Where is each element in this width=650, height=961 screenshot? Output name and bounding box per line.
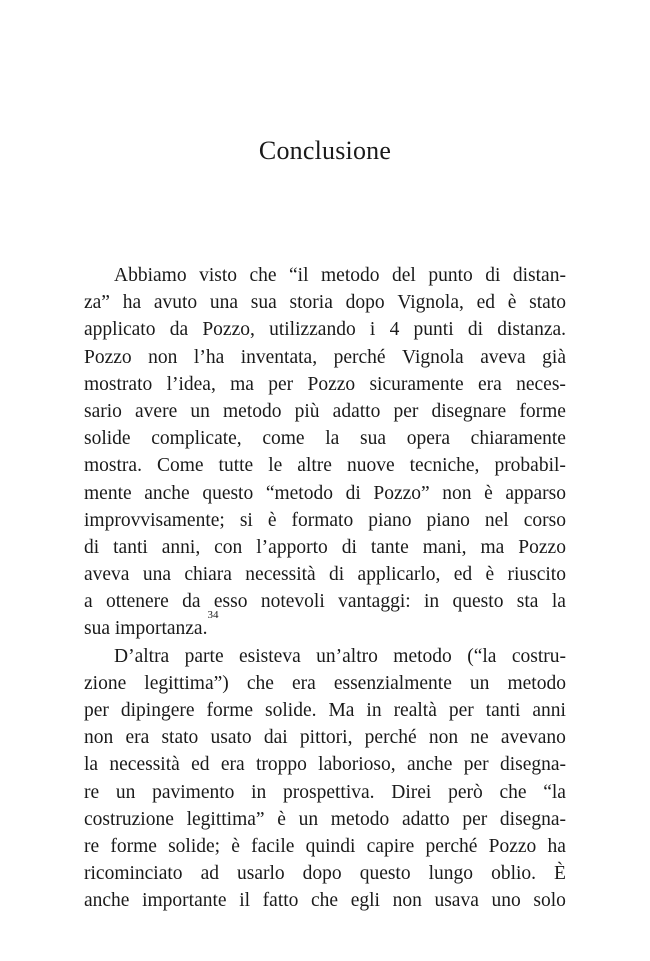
paragraph-2: [84, 643, 566, 915]
word: laborioso,: [318, 754, 396, 776]
word: perché: [333, 346, 386, 368]
word: re: [84, 781, 100, 803]
word: era: [478, 373, 502, 395]
word: Pozzo: [307, 373, 356, 395]
word: distanza.: [497, 319, 566, 341]
word: dipingere: [120, 700, 195, 721]
word: forme: [110, 835, 157, 857]
word: ed: [191, 754, 210, 776]
text-line: [84, 588, 566, 615]
word: forme: [519, 400, 566, 422]
word: i: [369, 319, 376, 341]
word: dopo: [345, 292, 385, 314]
word: metodo: [321, 265, 380, 286]
word: le: [268, 455, 283, 477]
word: avuto: [153, 292, 198, 314]
word: per: [393, 400, 419, 422]
word: altre: [297, 455, 332, 477]
word: solide.: [265, 700, 317, 721]
word: anni: [532, 700, 566, 721]
word: solo: [533, 890, 566, 912]
word: ma: [480, 536, 505, 558]
word: inventata,: [240, 346, 318, 368]
word: facile: [251, 835, 295, 857]
word: metodo: [393, 645, 452, 667]
word: Pozzo,: [202, 319, 255, 341]
word: opera: [406, 428, 450, 450]
word: sario: [84, 400, 122, 422]
word: come: [262, 428, 305, 450]
word: l’ha: [193, 346, 225, 368]
word: un: [469, 672, 490, 694]
word: ricominciato: [84, 863, 183, 885]
word: tante: [370, 536, 409, 558]
word: legittima”: [186, 808, 265, 830]
word: D’altra: [114, 645, 170, 667]
word: corso: [523, 509, 566, 531]
word: za”: [84, 292, 110, 314]
word: anni,: [161, 536, 201, 558]
word: Come: [156, 455, 204, 477]
word: disegna-: [499, 808, 566, 830]
word: pittori,: [299, 727, 353, 749]
text-line: [84, 833, 566, 860]
text-line-content: sua importanza.: [84, 618, 208, 640]
word: vantaggi:: [338, 591, 411, 613]
word: perché: [425, 835, 478, 857]
word: un: [298, 808, 319, 830]
text-line: [84, 779, 566, 806]
paragraph-1: [84, 262, 566, 643]
word: importante: [142, 890, 227, 912]
word: per: [84, 700, 109, 721]
text-line: [84, 262, 566, 289]
word: punti: [413, 319, 454, 341]
word: chiara: [184, 564, 232, 586]
word: costruzione: [84, 808, 174, 830]
word: Pozzo: [488, 835, 537, 857]
word: la: [325, 428, 340, 450]
word: uno: [491, 890, 521, 912]
word: È: [554, 863, 566, 885]
word: il: [239, 890, 251, 912]
text-line: [84, 860, 566, 887]
word: sua: [250, 292, 277, 314]
text-line: [84, 534, 566, 561]
word: era: [220, 754, 245, 776]
word: un’altro: [316, 645, 378, 667]
word: usarlo: [237, 863, 285, 885]
text-line: [84, 289, 566, 316]
word: ne: [470, 727, 489, 749]
word: non: [442, 482, 472, 504]
word: chiaramente: [470, 428, 566, 450]
word: mostra.: [84, 455, 142, 477]
text-line: [84, 316, 566, 343]
word: storia: [289, 292, 333, 314]
word: Abbiamo: [114, 265, 187, 286]
word: fatto: [262, 890, 299, 912]
word: capire: [366, 835, 415, 857]
word: “la: [543, 781, 566, 803]
word: Pozzo: [518, 536, 566, 558]
word: da: [182, 591, 201, 613]
word: egli: [350, 890, 380, 912]
text-line: [84, 887, 566, 914]
word: stato: [529, 292, 566, 314]
word: necessità: [109, 754, 180, 776]
word: forme: [206, 700, 254, 721]
word: avevano: [500, 727, 566, 749]
word: disegnare: [431, 400, 507, 422]
word: oblio.: [491, 863, 537, 885]
word: essenzialmente: [333, 672, 452, 694]
word: quindi: [305, 835, 356, 857]
word: una: [142, 564, 171, 586]
word: adatto: [401, 808, 450, 830]
word: usava: [434, 890, 479, 912]
word: questo: [359, 863, 411, 885]
text-line: [84, 751, 566, 778]
word: però: [448, 781, 483, 803]
word: si: [239, 509, 253, 531]
text-line: [84, 724, 566, 751]
word: anche: [406, 754, 453, 776]
word: Direi: [391, 781, 432, 803]
word: notevoli: [260, 591, 325, 613]
word: un: [190, 400, 210, 422]
word: per: [462, 808, 488, 830]
word: solide: [84, 428, 131, 450]
word: utilizzando: [269, 319, 356, 341]
text-line: [84, 806, 566, 833]
word: già: [542, 346, 566, 368]
word: metodo: [330, 808, 390, 830]
word: da: [169, 319, 189, 341]
word: nuove: [346, 455, 395, 477]
word: solide;: [168, 835, 221, 857]
word: aveva: [84, 564, 130, 586]
word: apparso: [505, 482, 566, 504]
word: perché: [364, 727, 417, 749]
word: piano: [368, 509, 412, 531]
word: questo: [452, 591, 504, 613]
word: stato: [161, 727, 199, 749]
word: troppo: [255, 754, 307, 776]
text-line: [84, 697, 566, 724]
word: in: [424, 591, 440, 613]
word: non: [84, 727, 114, 749]
word: Pozzo: [84, 346, 132, 368]
word: nel: [484, 509, 509, 531]
text-line: [84, 609, 566, 642]
word: visto: [199, 265, 237, 286]
word: l’apporto: [256, 536, 328, 558]
word: che: [311, 890, 339, 912]
word: probabil-: [494, 455, 566, 477]
body-text: [84, 262, 566, 915]
word: più: [294, 400, 320, 422]
word: tanti: [485, 700, 521, 721]
word: di: [485, 265, 501, 286]
word: a: [84, 591, 93, 613]
text-line: [84, 452, 566, 479]
word: disegna-: [499, 754, 566, 776]
word: ad: [200, 863, 219, 885]
word: mani,: [422, 536, 467, 558]
word: sta: [516, 591, 539, 613]
word: applicato: [84, 319, 156, 341]
word: “metodo: [265, 482, 333, 504]
text-line: [84, 670, 566, 697]
text-line: [84, 643, 566, 670]
word: complicate,: [151, 428, 242, 450]
word: aveva: [480, 346, 526, 368]
word: per: [463, 754, 489, 776]
word: riuscito: [507, 564, 566, 586]
word: di: [467, 319, 484, 341]
word: di: [329, 564, 345, 586]
chapter-title: Conclusione: [258, 136, 392, 165]
word: tanti: [113, 536, 148, 558]
text-line: [84, 371, 566, 398]
word: è: [277, 808, 286, 830]
word: che: [249, 265, 277, 286]
word: mente: [84, 482, 132, 504]
text-line: [84, 480, 566, 507]
word: in: [366, 700, 382, 721]
text-line: [84, 344, 566, 371]
word: questo: [202, 482, 254, 504]
word: lungo: [428, 863, 474, 885]
word: è: [485, 564, 495, 586]
word: re: [84, 835, 100, 857]
word: zione: [84, 672, 127, 694]
word: non: [392, 890, 422, 912]
word: distan-: [512, 265, 566, 286]
text-line: [84, 561, 566, 588]
word: neces-: [516, 373, 566, 395]
word: è: [231, 835, 240, 857]
word: Ma: [328, 700, 355, 721]
word: del: [392, 265, 416, 286]
word: formato: [291, 509, 354, 531]
word: era: [291, 672, 316, 694]
word: la: [551, 591, 566, 613]
word: per: [448, 700, 474, 721]
word: un: [115, 781, 136, 803]
word: che: [499, 781, 527, 803]
word: ha: [122, 292, 142, 314]
word: punto: [428, 265, 473, 286]
word: costru-: [511, 645, 566, 667]
word: di: [84, 536, 100, 558]
word: dai: [263, 727, 288, 749]
word: era: [125, 727, 150, 749]
word: (“la: [467, 645, 497, 667]
word: esso: [213, 591, 248, 613]
word: che: [246, 672, 274, 694]
word: mostrato: [84, 373, 153, 395]
word: Pozzo”: [373, 482, 430, 504]
word: sua: [360, 428, 387, 450]
text-line: [84, 507, 566, 534]
word: ed: [453, 564, 473, 586]
word: Vignola: [402, 346, 464, 368]
word: metodo: [507, 672, 566, 694]
word: parte: [184, 645, 224, 667]
word: in: [251, 781, 267, 803]
footnote-reference[interactable]: 34: [207, 609, 219, 622]
word: non: [428, 727, 459, 749]
word: ed: [476, 292, 495, 314]
word: dopo: [302, 863, 342, 885]
word: è: [267, 509, 277, 531]
word: esisteva: [239, 645, 301, 667]
word: 4: [389, 319, 400, 341]
word: tecniche,: [409, 455, 480, 477]
word: piano: [426, 509, 470, 531]
word: per: [268, 373, 294, 395]
text-line: [84, 398, 566, 425]
word: applicarlo,: [357, 564, 441, 586]
word: pavimento: [152, 781, 235, 803]
word: di: [341, 536, 357, 558]
word: metodo: [223, 400, 282, 422]
text-line: [84, 425, 566, 452]
word: adatto: [332, 400, 381, 422]
word: ma: [230, 373, 254, 395]
word: improvvisamente;: [84, 509, 225, 531]
word: tutte: [218, 455, 254, 477]
word: legittima”): [144, 672, 229, 694]
word: la: [84, 754, 99, 776]
word: Vignola,: [397, 292, 464, 314]
word: di: [345, 482, 361, 504]
word: l’idea,: [166, 373, 216, 395]
word: ha: [547, 835, 566, 857]
word: è: [507, 292, 517, 314]
word: anche: [144, 482, 190, 504]
word: una: [209, 292, 239, 314]
word: ottenere: [106, 591, 169, 613]
word: non: [148, 346, 178, 368]
word: usato: [210, 727, 252, 749]
word: con: [214, 536, 243, 558]
word: avere: [135, 400, 178, 422]
word: “il: [289, 265, 309, 286]
word: prospettiva.: [283, 781, 375, 803]
word: anche: [84, 890, 130, 912]
word: realtà: [393, 700, 437, 721]
word: sicuramente: [369, 373, 464, 395]
word: necessità: [245, 564, 316, 586]
word: è: [484, 482, 493, 504]
